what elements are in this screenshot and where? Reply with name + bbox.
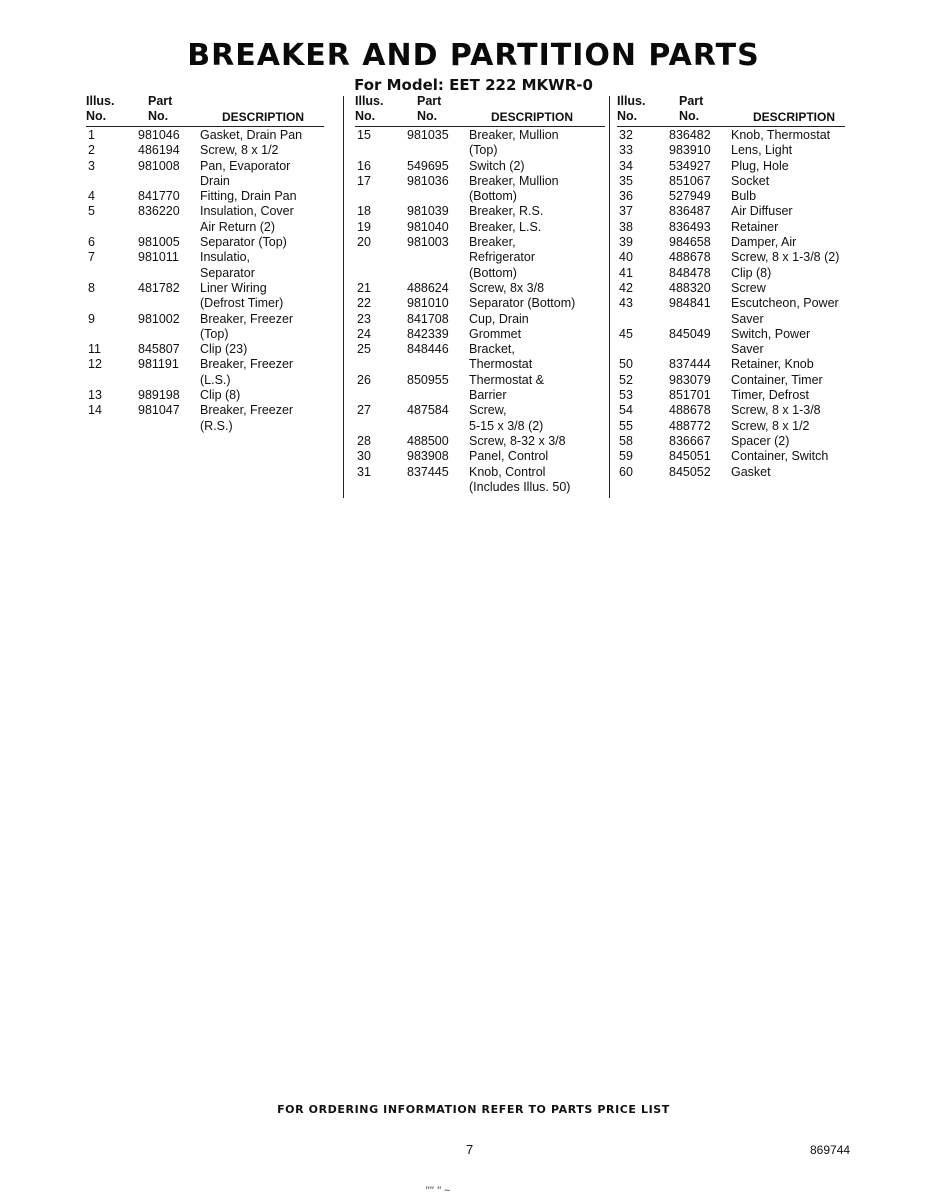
table-row [355,220,605,235]
part-description: Container, Timer [731,372,823,387]
illus-no-header: Illus. No. [355,94,384,123]
part-number: 981039 [407,204,449,219]
illus-number: 35 [619,173,633,188]
part-number: 836482 [669,128,711,142]
illus-number: 1 [88,128,95,142]
table-row [617,159,867,174]
part-description: Timer, Defrost [731,388,810,403]
illus-number: 2 [88,143,95,158]
table-row [617,235,867,250]
illus-number: 60 [619,464,633,479]
illus-number: 32 [619,128,633,142]
table-row [355,159,605,174]
part-number: 488772 [669,418,711,433]
part-number: 848446 [407,342,449,357]
part-number: 981036 [407,173,449,188]
description-header: DESCRIPTION [222,110,305,124]
illus-number: 19 [357,219,371,234]
part-number: 845052 [669,464,711,479]
illus-number: 8 [88,280,95,295]
table-row [86,342,321,357]
part-number: 836667 [669,433,711,448]
table-row [355,296,605,311]
part-description: Screw, 8-32 x 3/8 [469,433,566,448]
illus-number: 58 [619,433,633,448]
part-number: 549695 [407,158,449,173]
table-row [355,449,605,464]
part-description: Insulatio, Separator [200,250,255,280]
part-description: Escutcheon, Power Saver [731,296,839,326]
illus-no-header: Illus. No. [617,94,646,123]
parts-list [86,128,321,434]
table-row [617,220,867,235]
table-row [617,434,867,449]
page-number: 7 [466,1142,474,1157]
part-description: Pan, Evaporator Drain [200,158,291,188]
table-row [86,235,321,250]
part-description: Liner Wiring (Defrost Timer) [200,280,284,311]
illus-number: 34 [619,158,633,173]
part-no-header: Part No. [417,94,442,123]
table-row [617,327,867,358]
part-description: Container, Switch [731,449,829,464]
part-number: 836487 [669,204,711,219]
illus-number: 7 [88,250,95,265]
column-divider [343,96,344,498]
illus-number: 45 [619,326,633,341]
part-number: 981035 [407,128,449,142]
table-row [355,128,605,159]
table-row [86,159,321,190]
part-description: Breaker, R.S. [469,204,544,219]
part-description: Gasket [731,464,771,479]
table-row [617,388,867,403]
illus-number: 27 [357,403,371,418]
table-row [617,419,867,434]
part-number: 845051 [669,449,711,464]
part-description: Screw, 8 x 1-3/8 [731,403,821,418]
column-divider [609,96,610,498]
table-row [617,143,867,158]
illus-number: 24 [357,326,371,341]
parts-column-2 [355,92,605,495]
part-no-header: Part No. [679,94,704,123]
part-description: Screw, 8 x 1/2 [731,418,810,433]
table-row [617,465,867,480]
part-number: 981046 [138,128,180,142]
part-number: 486194 [138,143,180,158]
part-description: Fitting, Drain Pan [200,189,297,204]
illus-number: 11 [88,342,101,357]
illus-number: 40 [619,250,633,265]
illus-number: 53 [619,388,633,403]
table-row [617,174,867,189]
part-number: 488678 [669,250,711,265]
part-description: Damper, Air [731,235,797,250]
table-row [86,204,321,235]
illus-number: 26 [357,372,371,387]
illus-number: 25 [357,342,371,357]
column-header [355,92,605,128]
illus-number: 37 [619,204,633,219]
table-row [86,128,321,143]
description-header: DESCRIPTION [753,110,836,124]
part-description: Lens, Light [731,143,793,158]
part-description: Screw, 8 x 1/2 [200,143,279,158]
table-row [355,403,605,434]
part-description: Clip (8) [200,388,241,403]
table-row [355,465,605,496]
illus-number: 4 [88,189,95,204]
table-row [617,373,867,388]
part-number: 837444 [669,357,711,372]
part-description: Breaker, Mullion (Bottom) [469,173,559,204]
illus-number: 9 [88,311,95,326]
illus-number: 52 [619,372,633,387]
bottom-mark: '''' '' ~ [425,1185,451,1197]
illus-number: 12 [88,357,102,372]
part-description: Clip (23) [200,342,248,357]
part-number: 981005 [138,235,180,250]
column-header [86,92,321,128]
header-underline [617,126,845,127]
part-number: 981011 [138,250,179,265]
illus-number: 59 [619,449,633,464]
part-number: 848478 [669,265,711,280]
table-row [355,281,605,296]
illus-number: 21 [357,280,371,295]
illus-number: 42 [619,280,633,295]
part-description: Breaker, L.S. [469,219,542,234]
illus-number: 18 [357,204,371,219]
illus-number: 16 [357,158,371,173]
part-number: 845049 [669,326,711,341]
part-description: Switch (2) [469,158,525,173]
part-number: 841770 [138,189,180,204]
part-description: Grommet [469,326,522,341]
model-subtitle: For Model: EET 222 MKWR-0 [354,76,593,94]
illus-number: 23 [357,311,371,326]
part-description: Separator (Bottom) [469,296,576,311]
part-description: Gasket, Drain Pan [200,128,303,142]
part-description: Knob, Control (Includes Illus. 50) [469,464,571,494]
part-description: Panel, Control [469,449,549,464]
ordering-note: FOR ORDERING INFORMATION REFER TO PARTS PRICE LIST [277,1103,670,1116]
illus-number: 50 [619,357,633,372]
part-description: Separator (Top) [200,235,287,250]
header-underline [355,126,605,127]
illus-number: 31 [357,464,371,479]
illus-number: 20 [357,235,371,250]
illus-number: 43 [619,296,633,311]
part-description: Breaker, Freezer (L.S.) [200,357,294,387]
part-description: Thermostat & Barrier [469,372,545,403]
part-description: Socket [731,173,770,188]
part-description: Clip (8) [731,265,772,280]
part-number: 488624 [407,280,449,295]
part-number: 850955 [407,372,449,387]
part-description: Spacer (2) [731,433,790,448]
parts-list [617,128,867,480]
part-number: 488500 [407,433,449,448]
table-row [86,250,321,281]
illus-number: 39 [619,235,633,250]
table-row [355,373,605,404]
part-number: 488678 [669,403,711,418]
illus-number: 3 [88,158,95,173]
table-row [617,403,867,418]
part-number: 845807 [138,342,180,357]
part-number: 981040 [407,219,449,234]
part-number: 983908 [407,449,449,464]
part-number: 981002 [138,311,180,326]
table-row [617,449,867,464]
table-row [86,357,321,388]
part-number: 981003 [407,235,449,250]
table-row [355,235,605,281]
column-header [617,92,867,128]
part-description: Cup, Drain [469,311,529,326]
part-number: 481782 [138,280,180,295]
part-description: Breaker, Freezer (Top) [200,311,294,341]
part-number: 984658 [669,235,711,250]
part-number: 981008 [138,158,180,173]
table-row [617,266,867,281]
part-description: Breaker, Refrigerator (Bottom) [469,235,535,280]
part-description: Breaker, Freezer (R.S.) [200,403,294,433]
illus-number: 54 [619,403,633,418]
parts-list [355,128,605,495]
table-row [617,357,867,372]
part-description: Screw, 8x 3/8 [469,280,545,295]
table-row [355,327,605,342]
illus-number: 28 [357,433,371,448]
illus-no-header: Illus. No. [86,94,115,123]
illus-number: 41 [619,265,633,280]
table-row [617,189,867,204]
table-row [86,388,321,403]
part-number: 989198 [138,388,180,403]
description-header: DESCRIPTION [491,110,574,124]
table-row [355,204,605,219]
table-row [86,281,321,312]
part-number: 487584 [407,403,449,418]
table-row [617,128,867,143]
part-number: 534927 [669,158,711,173]
parts-column-3 [617,92,867,480]
table-row [86,403,321,434]
table-row [355,434,605,449]
illus-number: 17 [357,173,371,188]
table-row [86,143,321,158]
part-description: Knob, Thermostat [731,128,831,142]
part-description: Breaker, Mullion (Top) [469,128,559,158]
illus-number: 30 [357,449,371,464]
part-description: Insulation, Cover Air Return (2) [200,204,294,234]
illus-number: 38 [619,219,633,234]
header-underline [86,126,324,127]
table-row [86,189,321,204]
part-number: 984841 [669,296,711,311]
table-row [355,342,605,373]
part-number: 981010 [407,296,449,311]
part-number: 851701 [669,388,711,403]
document-number: 869744 [810,1143,851,1157]
illus-number: 6 [88,235,95,250]
illus-number: 5 [88,204,95,219]
table-row [355,174,605,205]
part-description: Bracket, Thermostat [469,342,533,372]
part-number: 842339 [407,326,449,341]
part-number: 851067 [669,173,711,188]
parts-column-1 [86,92,321,434]
part-number: 527949 [669,189,711,204]
part-no-header: Part No. [148,94,173,123]
part-number: 841708 [407,311,449,326]
part-description: Screw, 5-15 x 3/8 (2) [469,403,544,433]
illus-number: 14 [88,403,102,418]
part-description: Retainer [731,219,779,234]
table-row [617,281,867,296]
part-description: Screw [731,280,766,295]
part-number: 981191 [138,357,179,372]
part-description: Plug, Hole [731,158,789,173]
illus-number: 55 [619,418,633,433]
part-number: 983910 [669,143,711,158]
table-row [355,312,605,327]
illus-number: 33 [619,143,633,158]
table-row [86,312,321,343]
table-row [617,296,867,327]
illus-number: 15 [357,128,371,142]
part-number: 836220 [138,204,180,219]
illus-number: 13 [88,388,102,403]
illus-number: 36 [619,189,633,204]
illus-number: 22 [357,296,371,311]
part-number: 983079 [669,372,711,387]
table-row [617,204,867,219]
part-number: 981047 [138,403,180,418]
table-row [617,250,867,265]
page-title: BREAKER AND PARTITION PARTS [187,38,760,73]
part-number: 837445 [407,464,449,479]
part-description: Bulb [731,189,757,204]
part-number: 488320 [669,280,711,295]
part-description: Switch, Power Saver [731,326,811,357]
part-description: Retainer, Knob [731,357,814,372]
part-number: 836493 [669,219,711,234]
part-description: Air Diffuser [731,204,793,219]
part-description: Screw, 8 x 1-3/8 (2) [731,250,840,265]
